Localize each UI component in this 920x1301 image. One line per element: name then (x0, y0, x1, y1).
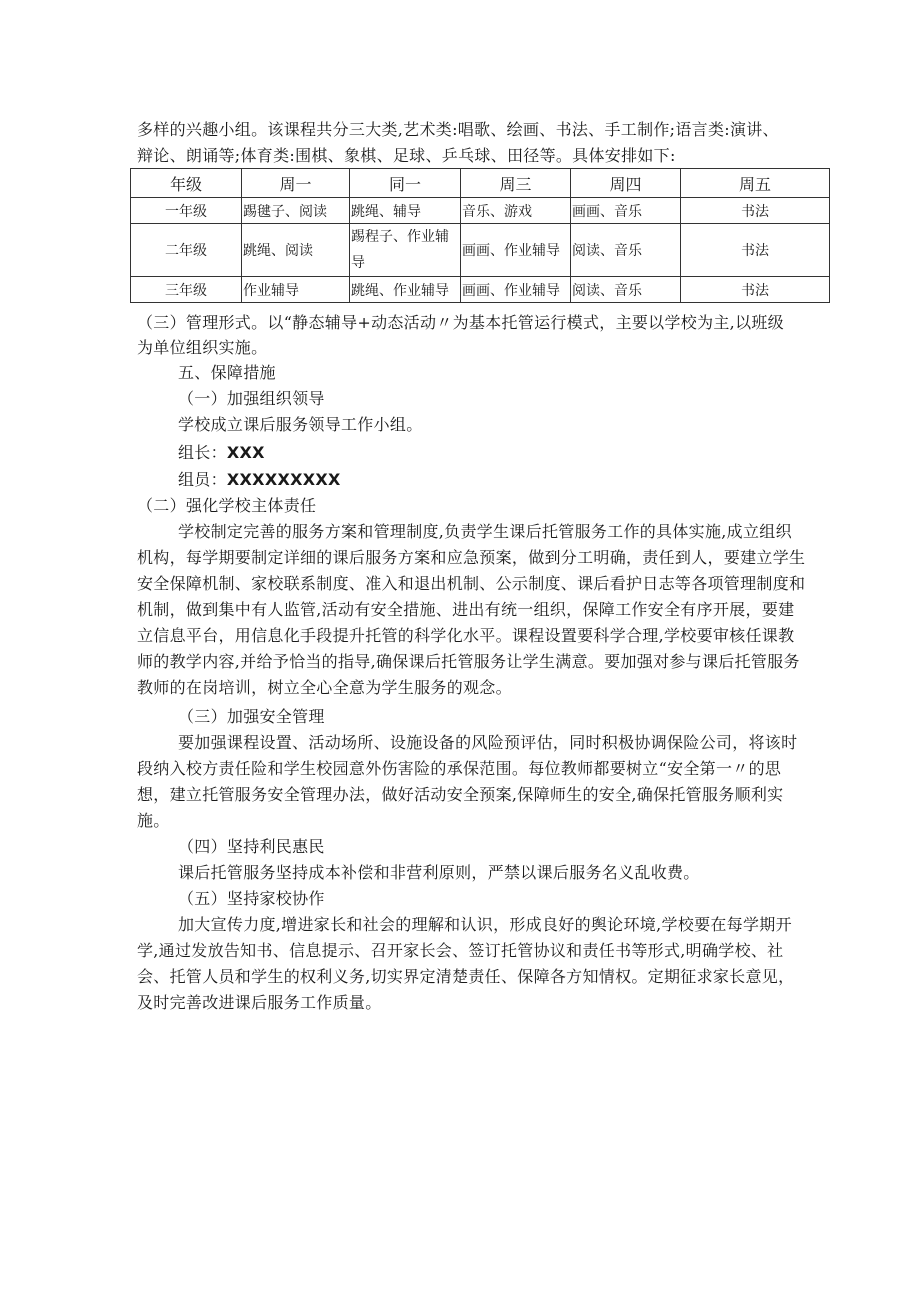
section-heading: 五、保障措施 (178, 363, 276, 382)
mon-cell: 作业辅导 (242, 277, 350, 303)
tue-cell: 跳绳、辅导 (350, 198, 461, 224)
grade-cell: 三年级 (131, 277, 242, 303)
fri-cell: 书法 (681, 277, 830, 303)
paragraph-line: 及时完善改进课后服务工作质量。 (137, 993, 382, 1012)
paragraph-line: 安全保障机制、家校联系制度、准入和退出机制、公示制度、课后看护日志等各项管理制度和 (137, 574, 806, 593)
paragraph-line: 师的教学内容,并给予恰当的指导,确保课后托管服务让学生满意。要加强对参与课后托管服务 (137, 652, 800, 671)
paragraph: 课后托管服务坚持成本补偿和非营利原则，严禁以课后服务名义乱收费。 (178, 863, 700, 882)
thu-cell: 画画、音乐 (571, 198, 681, 224)
mon-cell: 跳绳、阅读 (242, 224, 350, 277)
leader-line (178, 443, 265, 463)
leader-label: 组长： (178, 443, 227, 462)
members-label: 组员： (178, 470, 227, 489)
header-mon: 周一 (242, 169, 350, 198)
members-line (178, 470, 341, 490)
paragraph-line: 机构，每学期要制定详细的课后服务方案和应急预案，做到分工明确，责任到人，要建立学生 (137, 548, 806, 567)
paragraph-line: 段纳入校方责任险和学生校园意外伤害险的承保范围。每位教师都要树立“安全第一〃的思 (137, 759, 782, 778)
thu-cell: 阅读、音乐 (571, 277, 681, 303)
grade-cell: 一年级 (131, 198, 242, 224)
paragraph-line: 学,通过发放告知书、信息提示、召开家长会、签订托管协议和责任书等形式,明确学校、社 (137, 941, 784, 960)
table-row (131, 277, 830, 303)
subsection-heading: （三）加强安全管理 (178, 707, 325, 726)
tue-cell: 跳绳、作业辅导 (350, 277, 461, 303)
paragraph-line: 加大宣传力度,增进家长和社会的理解和认识，形成良好的舆论环境,学校要在每学期开 (178, 915, 792, 934)
header-grade: 年级 (131, 169, 242, 198)
header-fri: 周五 (681, 169, 830, 198)
paragraph-line: 教师的在岗培训，树立全心全意为学生服务的观念。 (137, 678, 512, 697)
subsection-heading: （一）加强组织领导 (178, 389, 325, 408)
table-header-row (131, 169, 830, 198)
paragraph-line: 会、托管人员和学生的权利义务,切实界定清楚责任、保障各方知情权。定期征求家长意见， (137, 967, 795, 986)
paragraph-line: 施。 (137, 811, 170, 830)
paragraph-line: 机制，做到集中有人监管,活动有安全措施、进出有统一组织，保障工作安全有序开展，要建 (137, 600, 795, 619)
header-wed: 周三 (461, 169, 571, 198)
mon-cell: 踢毽子、阅读 (242, 198, 350, 224)
wed-cell: 音乐、游戏 (461, 198, 571, 224)
subsection-heading: （四）坚持利民惠民 (178, 837, 325, 856)
fri-cell: 书法 (681, 198, 830, 224)
intro-line-1: 多样的兴趣小组。该课程共分三大类,艺术类:唱歌、绘画、书法、手工制作;语言类:演讲、 (137, 120, 779, 139)
mgmt-line-2: 为单位组织实施。 (137, 338, 268, 357)
header-tue: 同一 (350, 169, 461, 198)
intro-line-2: 辩论、朗诵等;体育类:围棋、象棋、足球、乒乓球、田径等。具体安排如下: (137, 146, 676, 165)
tue-cell: 踢程子、作业辅导 (350, 224, 461, 277)
leader-value: XXX (226, 443, 265, 462)
wed-cell: 画画、作业辅导 (461, 224, 571, 277)
subsection-heading: （二）强化学校主体责任 (137, 496, 317, 515)
paragraph-line: 要加强课程设置、活动场所、设施设备的风险预评估，同时积极协调保险公司，将该时 (178, 733, 798, 752)
table-row (131, 198, 830, 224)
schedule-table (130, 168, 830, 303)
header-thu: 周四 (571, 169, 681, 198)
mgmt-line-1: （三）管理形式。以“静态辅导+动态活动〃为基本托管运行模式，主要以学校为主,以班级 (137, 313, 784, 332)
paragraph: 学校成立课后服务领导工作小组。 (178, 415, 423, 434)
table-row (131, 224, 830, 277)
paragraph-line: 学校制定完善的服务方案和管理制度,负责学生课后托管服务工作的具体实施,成立组织 (178, 522, 792, 541)
grade-cell: 二年级 (131, 224, 242, 277)
thu-cell: 阅读、音乐 (571, 224, 681, 277)
paragraph-line: 立信息平台，用信息化手段提升托管的科学化水平。课程设置要科学合理,学校要审核任课教 (137, 626, 795, 645)
paragraph-line: 想，建立托管服务安全管理办法，做好活动安全预案,保障师生的安全,确保托管服务顺利实 (137, 785, 784, 804)
fri-cell: 书法 (681, 224, 830, 277)
wed-cell: 画画、作业辅导 (461, 277, 571, 303)
members-value: XXXXXXXXX (226, 470, 341, 489)
subsection-heading: （五）坚持家校协作 (178, 889, 325, 908)
